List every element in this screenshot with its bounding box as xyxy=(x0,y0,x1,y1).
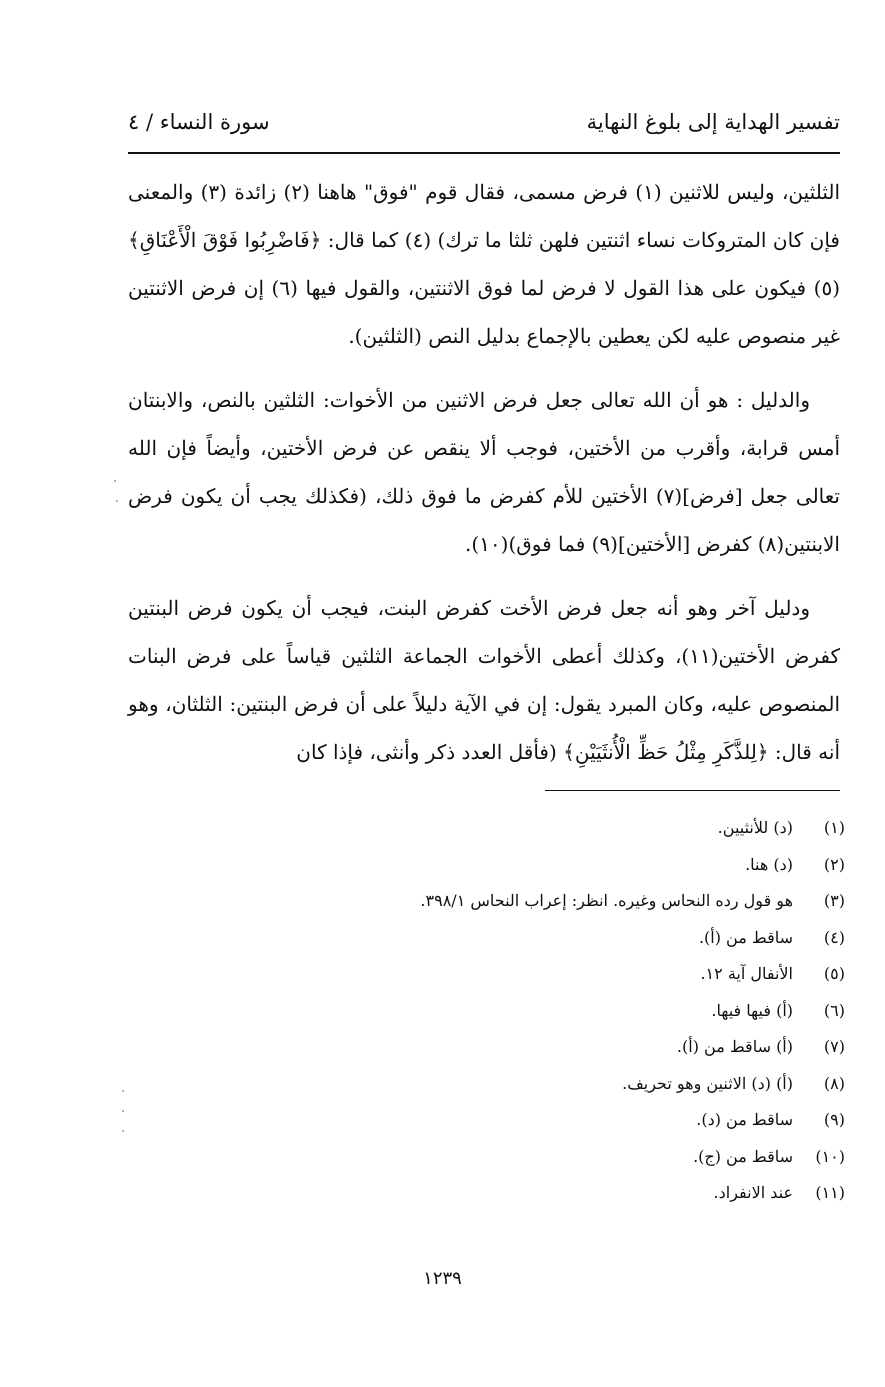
footnote-text: (أ) (د) الاثنين وهو تحريف. xyxy=(622,1073,793,1093)
footnote-text: (د) هنا. xyxy=(745,854,793,874)
footnote-text: الأنفال آية ١٢. xyxy=(700,964,793,983)
footnote-number: (٥) xyxy=(823,964,845,983)
header-rule xyxy=(128,152,840,154)
scan-speck xyxy=(116,500,118,502)
book-title: تفسير الهداية إلى بلوغ النهاية xyxy=(586,110,840,134)
scan-speck xyxy=(122,1130,124,1132)
surah-label: سورة النساء / ٤ xyxy=(128,110,270,134)
footnote xyxy=(133,1068,845,1105)
footnote-rule xyxy=(545,790,840,791)
footnote-text: (د) للأنثيين. xyxy=(717,818,793,837)
footnote-text: هو قول رده النحاس وغيره. انظر: إعراب النحاس ٣٩٨/١. xyxy=(420,891,793,910)
paragraph: ودليل آخر وهو أنه جعل فرض الأخت كفرض البنت، فيجب أن يكون فرض البنتين كفرض الأختين(١١)، وكذلك أعطى الأخوات الجماعة الثلثين قياساً على فرض البنات المنصوص عليه، وكان المبرد يقول: إن في الآية دليلاً على أن فرض البنتين: الثلثان، وهو أنه قال: ﴿لِلذَّكَرِ مِثْلُ حَظِّ الْأُنثَيَيْنِ﴾ (فأقل العدد ذكر وأنثى، فإذا كان xyxy=(128,596,841,764)
running-header xyxy=(128,110,840,146)
footnote-number: (٢) xyxy=(823,854,845,874)
footnote-number: (١٠) xyxy=(815,1146,845,1166)
footnote-text: (أ) ساقط من (أ). xyxy=(676,1037,793,1056)
scan-speck xyxy=(122,1090,124,1092)
paragraph: الثلثين، وليس للاثنين (١) فرض مسمى، فقال قوم "فوق" هاهنا (٢) زائدة (٣) والمعنى فإن كان المتروكات نساء اثنتين فلهن ثلثا ما ترك) (٤) كما قال: ﴿فَاضْرِبُوا فَوْقَ الْأَعْنَاقِ﴾ (٥) فيكون على هذا القول لا فرض لما فوق الاثنتين، والقول فيها (٦) إن فرض الاثنتين غير منصوص عليه لكن يعطين بالإجماع بدليل النص (الثلثين). xyxy=(128,180,841,348)
footnote xyxy=(133,1031,845,1068)
footnote-number: (١) xyxy=(823,818,845,837)
footnote-text: عند الانفراد. xyxy=(713,1183,793,1202)
paragraph: والدليل : هو أن الله تعالى جعل فرض الاثنين من الأخوات: الثلثين بالنص، والابنتان أمس قرابة، وأقرب من الأختين، فوجب ألا ينقص عن فرض الأختين، وأيضاً فإن الله تعالى جعل [فرض](٧) الأختين للأم كفرض ما فوق ذلك، (فكذلك يجب أن يكون فرض الابنتين(٨) كفرض [الأختين](٩) فما فوق)(١٠). xyxy=(128,388,840,556)
footnote-number: (٣) xyxy=(823,891,845,910)
footnote-number: (٤) xyxy=(823,927,845,947)
footnote-number: (٩) xyxy=(823,1110,845,1129)
footnote xyxy=(133,995,845,1032)
footnote xyxy=(133,1141,845,1178)
footnote-text: (أ) فيها فيها. xyxy=(711,1000,793,1020)
main-text xyxy=(128,168,840,776)
scan-speck xyxy=(122,1110,124,1112)
footnote xyxy=(133,849,845,886)
footnote xyxy=(133,812,845,849)
footnote-number: (٧) xyxy=(823,1037,845,1056)
footnote xyxy=(133,958,845,995)
footnote xyxy=(133,1177,845,1214)
footnote-number: (١١) xyxy=(815,1183,845,1202)
footnote xyxy=(133,885,845,922)
footnote-text: ساقط من (أ). xyxy=(698,927,793,947)
scan-speck xyxy=(114,480,116,482)
footnote-number: (٨) xyxy=(823,1073,845,1093)
footnote-text: ساقط من (د). xyxy=(696,1110,793,1129)
footnote xyxy=(133,1104,845,1141)
footnote-number: (٦) xyxy=(823,1000,845,1020)
footnote xyxy=(133,922,845,959)
footnotes-list xyxy=(133,812,845,1214)
footnote-text: ساقط من (ج). xyxy=(693,1146,793,1166)
page-number: ١٢٣٩ xyxy=(423,1268,462,1289)
